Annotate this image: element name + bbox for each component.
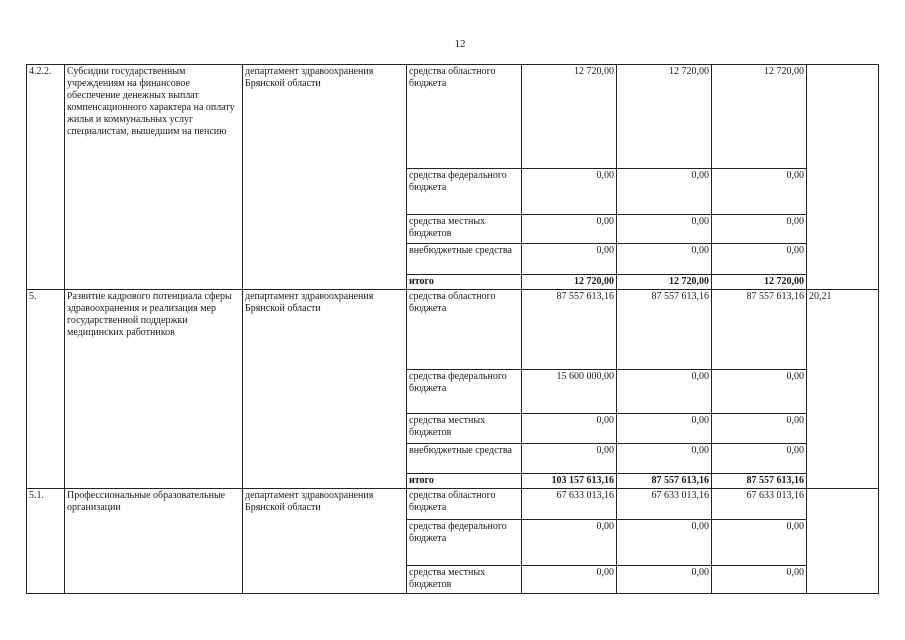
amount-cell: 0,00 bbox=[617, 370, 712, 414]
amount-cell: 0,00 bbox=[712, 215, 807, 244]
amount-cell: 67 633 013,16 bbox=[712, 489, 807, 520]
amount-cell: 0,00 bbox=[617, 414, 712, 444]
amount-cell: 0,00 bbox=[712, 566, 807, 594]
amount-cell: 12 720,00 bbox=[617, 65, 712, 169]
amount-cell: 0,00 bbox=[712, 414, 807, 444]
total-amount: 12 720,00 bbox=[617, 275, 712, 290]
total-amount: 12 720,00 bbox=[522, 275, 617, 290]
amount-cell: 0,00 bbox=[712, 169, 807, 215]
page-number: 12 bbox=[454, 38, 466, 50]
total-amount: 12 720,00 bbox=[712, 275, 807, 290]
amount-cell: 0,00 bbox=[712, 244, 807, 275]
source-label: средства областного бюджета bbox=[407, 489, 522, 520]
total-label: итого bbox=[407, 275, 522, 290]
total-amount: 87 557 613,16 bbox=[617, 474, 712, 489]
budget-table bbox=[26, 64, 879, 594]
item-number: 5. bbox=[27, 290, 65, 489]
item-number: 4.2.2. bbox=[27, 65, 65, 290]
amount-cell: 0,00 bbox=[712, 444, 807, 474]
share-cell: 20,21 bbox=[807, 290, 879, 489]
amount-cell: 0,00 bbox=[522, 244, 617, 275]
source-label: средства федерального бюджета bbox=[407, 370, 522, 414]
source-label: средства федерального бюджета bbox=[407, 169, 522, 215]
amount-cell: 67 633 013,16 bbox=[522, 489, 617, 520]
amount-cell: 87 557 613,16 bbox=[522, 290, 617, 370]
amount-cell: 0,00 bbox=[522, 169, 617, 215]
item-executor: департамент здравоохранения Брянской области bbox=[243, 489, 407, 594]
source-label: средства местных бюджетов bbox=[407, 215, 522, 244]
item-number: 5.1. bbox=[27, 489, 65, 594]
amount-cell: 0,00 bbox=[617, 520, 712, 566]
item-executor: департамент здравоохранения Брянской области bbox=[243, 290, 407, 489]
amount-cell: 0,00 bbox=[617, 566, 712, 594]
table-row bbox=[27, 489, 879, 520]
amount-cell: 0,00 bbox=[522, 215, 617, 244]
total-amount: 103 157 613,16 bbox=[522, 474, 617, 489]
amount-cell: 67 633 013,16 bbox=[617, 489, 712, 520]
source-label: средства местных бюджетов bbox=[407, 566, 522, 594]
amount-cell: 0,00 bbox=[617, 244, 712, 275]
amount-cell: 0,00 bbox=[522, 444, 617, 474]
amount-cell: 0,00 bbox=[617, 169, 712, 215]
total-amount: 87 557 613,16 bbox=[712, 474, 807, 489]
amount-cell: 15 600 000,00 bbox=[522, 370, 617, 414]
amount-cell: 0,00 bbox=[617, 215, 712, 244]
table-row bbox=[27, 65, 879, 169]
amount-cell: 0,00 bbox=[522, 566, 617, 594]
table-row bbox=[27, 290, 879, 370]
amount-cell: 0,00 bbox=[712, 370, 807, 414]
amount-cell: 12 720,00 bbox=[522, 65, 617, 169]
item-title: Профессиональные образовательные организации bbox=[65, 489, 243, 594]
item-executor: департамент здравоохранения Брянской области bbox=[243, 65, 407, 290]
share-cell bbox=[807, 65, 879, 290]
amount-cell: 0,00 bbox=[522, 414, 617, 444]
amount-cell: 87 557 613,16 bbox=[712, 290, 807, 370]
amount-cell: 0,00 bbox=[522, 520, 617, 566]
share-cell bbox=[807, 489, 879, 594]
amount-cell: 0,00 bbox=[617, 444, 712, 474]
source-label: внебюджетные средства bbox=[407, 444, 522, 474]
amount-cell: 12 720,00 bbox=[712, 65, 807, 169]
source-label: средства областного бюджета bbox=[407, 290, 522, 370]
item-title: Развитие кадрового потенциала сферы здравоохранения и реализация мер государственной поддержки медицинских работников bbox=[65, 290, 243, 489]
total-label: итого bbox=[407, 474, 522, 489]
item-title: Субсидии государственным учреждениям на финансовое обеспечение денежных выплат компенсационного характера на оплату жилья и коммунальных услуг специалистам, вышедшим на пенсию bbox=[65, 65, 243, 290]
source-label: средства областного бюджета bbox=[407, 65, 522, 169]
amount-cell: 0,00 bbox=[712, 520, 807, 566]
source-label: внебюджетные средства bbox=[407, 244, 522, 275]
amount-cell: 87 557 613,16 bbox=[617, 290, 712, 370]
source-label: средства местных бюджетов bbox=[407, 414, 522, 444]
source-label: средства федерального бюджета bbox=[407, 520, 522, 566]
